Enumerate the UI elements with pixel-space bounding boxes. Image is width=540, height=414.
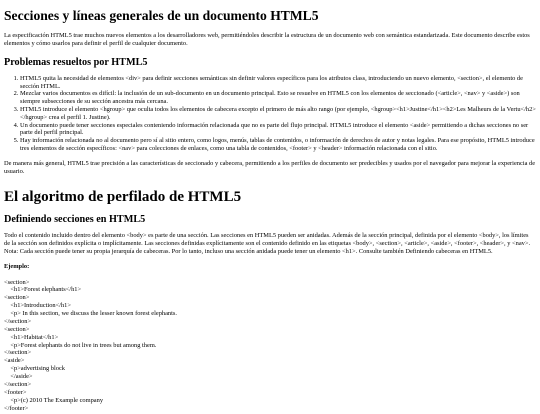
algorithm-heading: El algoritmo de perfilado de HTML5	[4, 188, 242, 205]
document	[0, 9, 540, 412]
problems-heading: Problemas resueltos por HTML5	[4, 56, 148, 68]
list-item: 5. Hay información relacionada no al documento pero sí al sitio entero, como logos, menús, tablas de contenidos, o información de derechos de autor y notas legales. Para ese propósito, HTML5 introduce tres elementos de sección específicos: <nav> para colecciones de enlaces, como una tabla de contenidos, <footer> y <header> información relacionada con el sitio.	[20, 137, 536, 153]
list-item: 1. HTML5 quita la necesidad de elementos <div> para definir secciones semánticas sin definir valores específicos para los atributos class, introduciendo un nuevo elemento, <section>, el elemento de sección HTML.	[20, 75, 536, 91]
intro-paragraph: La especificación HTML5 trae muchos nuevos elementos a los desarrolladores web, permitiéndoles describir la estructura de un documento web con semántica estandarizada. Este documento describe estos elementos y cómo usarlos para definir el perfil de cualquier documento.	[4, 31, 530, 47]
page-title: Secciones y líneas generales de un documento HTML5	[4, 8, 319, 23]
list-item: 3. HTML5 introduce el elemento <hgroup> que oculta todos los elementos de cabecera excepto el primero de más alto rango (por ejemplo, <hgroup><h1>Justine</h1><h2>Les Malheurs de la Vertu</h2></hgroup> crea el perfil 1. Justine).	[20, 106, 536, 122]
list-item: 2. Mezclar varios documentos es difícil: la inclusión de un sub-documento en un documento principal. Esto se resuelve en HTML5 con los elementos de seccionado (<article>, <nav> y <aside>) son siempre subsecciones de su sección ancestra más cercana.	[20, 90, 536, 106]
list-item: 4. Un documento puede tener secciones especiales conteniendo información relacionada que no es parte del flujo principal. HTML5 introduce el elemento <aside> permitiendo a dichas secciones no ser parte del perfil principal.	[20, 122, 536, 138]
problems-list	[4, 75, 536, 153]
defining-heading: Definiendo secciones en HTML5	[4, 214, 146, 226]
defining-paragraph: Todo el contenido incluido dentro del elemento <body> es parte de una sección. Las secciones en HTML5 pueden ser anidadas. Además de la sección principal, definida por el elemento <body>, los límites de la sección son definidos explícita o implícitamente. Las secciones definidas explícitamente son el contenido definido en las etiquetas <body>, <section>, <article>, <aside>, <footer>, <header>, y <nav>. Nota: Cada sección puede tener su propia jerarquía de cabeceras. Por lo tanto, incluso una sección anidada puede tener un elemento <h1>. Consulte también Definiendo cabeceras en HTML5.	[4, 232, 531, 255]
general-paragraph: De manera más general, HTML5 trae precisión a las características de seccionado y cabecera, permitiendo a los perfiles de documento ser predecibles y usados por el navegador para mejorar la experiencia de usuario.	[4, 159, 536, 175]
code-example: <section> <h1>Forest elephants</h1> <section> <h1>Introduction</h1> <p> In this section, we discuss the lesser known forest elephants. </section> <section> <h1>Habitat</h1> <p>Forest elephants do not live in trees but among them. </section> <aside> <p>advertising block </aside> </section> <footer> <p>(c) 2010 The Example company </footer>	[4, 278, 177, 412]
example-label: Ejemplo:	[4, 262, 30, 270]
